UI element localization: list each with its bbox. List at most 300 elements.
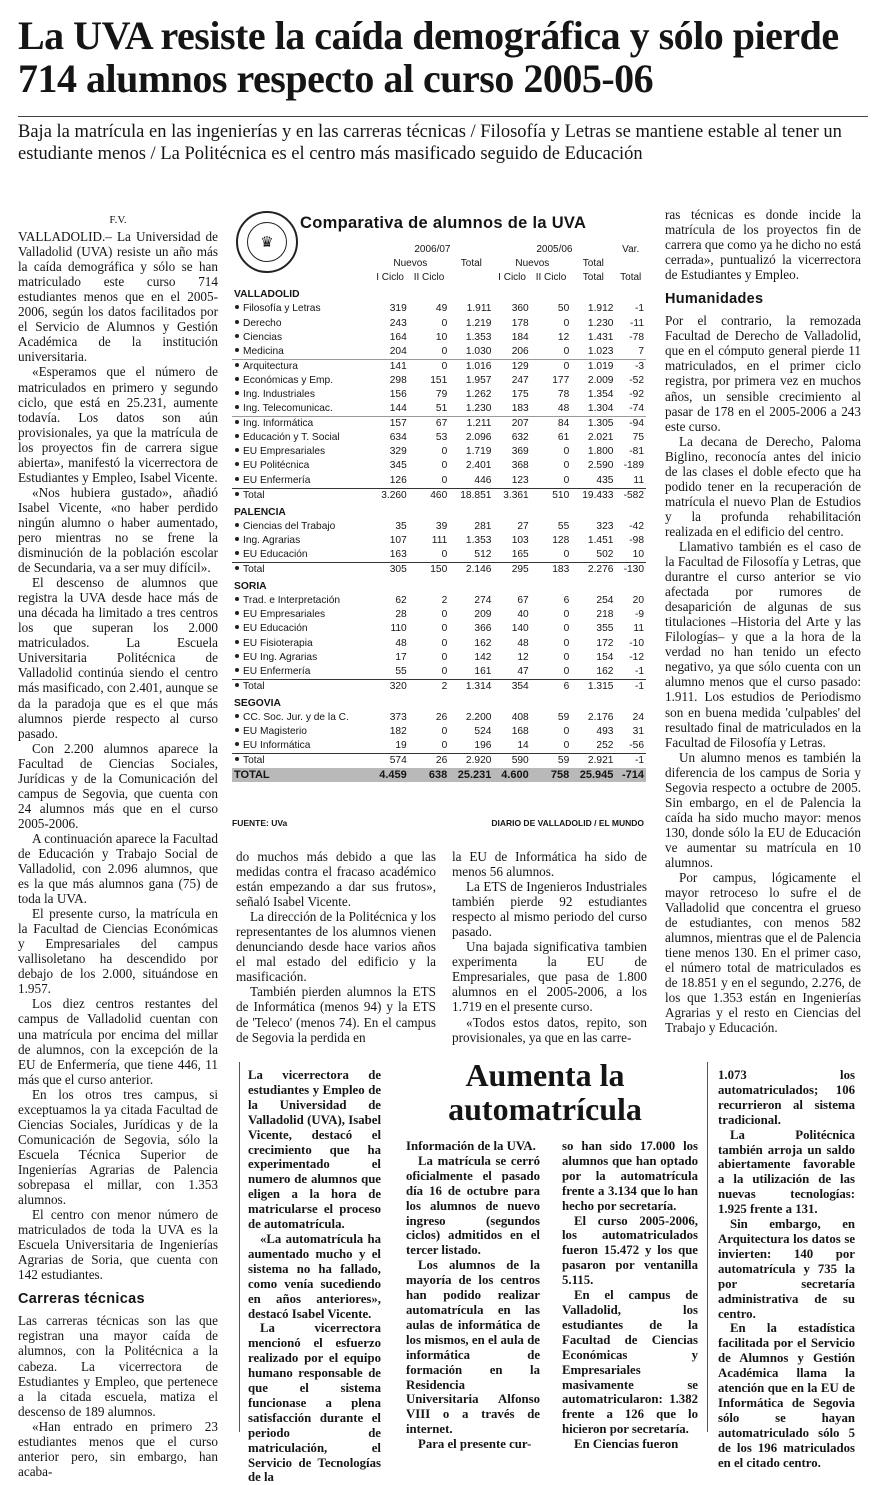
table-cell: 274 (474, 595, 492, 607)
header-cell: Total (460, 258, 482, 270)
table-cell: 84 (531, 417, 572, 432)
center-name-label: Medicina (243, 345, 284, 357)
center-name-label: Ing. Industriales (243, 388, 315, 400)
table-cell: 19 (395, 740, 407, 752)
header-cell: I Ciclo (376, 272, 404, 284)
paragraph: En los otros tres campus, si exceptuamos la ya citada Facultad de Ciencias Sociales, Jurídicas y de la Comunicación de Segovia, sólo la Escuela Técnica Superior de Ingenierías Agrarias de Palencia sobrepasa el millar, con 1.353 alumnos. (18, 1086, 218, 1208)
total-label (232, 563, 371, 578)
table-row (232, 594, 646, 608)
table-cell: 0 (531, 359, 572, 374)
paragraph: La Politécnica también arroja un saldo abiertamente favorable a la utilización de las nuevas tecnologías: 1.925 frente a 131. (718, 1127, 855, 1217)
grand-total-cell: 758 (531, 768, 572, 782)
table-cell: 162 (474, 637, 492, 649)
table-cell: 0 (563, 740, 570, 752)
table-row (232, 548, 646, 563)
table-cell: 177 (552, 374, 570, 386)
table-cell: 0 (563, 460, 570, 472)
table-cell: 128 (552, 534, 570, 546)
table-row (232, 651, 646, 665)
table-cell: 55 (557, 520, 570, 532)
table-header-row (232, 271, 646, 285)
paragraph: «Nos hubiera gustado», añadió Isabel Vicente, «no haber perdido ningún alumno o haber aumentado, pero mientras no se frene la disminución de la población escolar de Secundaria, va a ser muy difícil». (18, 484, 218, 576)
table-cell: 161 (474, 665, 492, 677)
grand-total-cell: 25.945 (571, 768, 615, 782)
total-cell: -130 (615, 563, 646, 578)
table-cell: 61 (557, 432, 570, 444)
total-label (232, 488, 371, 503)
paragraph: Una bajada significativa tambien experimenta la EU de Empresariales, que pasa de 1.800 alumnos en el 2005-2006, a los 1.719 en el presente curso. (452, 939, 647, 1015)
bullet-icon (235, 611, 239, 615)
table-cell: 368 (511, 460, 529, 472)
table-cell: 75 (632, 432, 644, 444)
total-label (232, 754, 371, 769)
table-row (232, 359, 646, 374)
center-name-label: EU Educación (243, 549, 308, 561)
table-cell: 206 (511, 345, 529, 357)
total-cell: 3.361 (493, 488, 530, 503)
table-cell: 2.401 (465, 460, 492, 472)
paragraph: Los alumnos de la mayoría de los centros han podido realizar automatrícula en las aulas de informática de los mismos, en el aula de informática de formación en la Residencia Universitaria Alfonso VIII o a través de internet. (406, 1258, 540, 1437)
center-name (232, 520, 371, 534)
paragraph: El centro con menor número de matriculados de toda la UVA es la Escuela Universitaria de Ingenierías Agrarias de Soria, que cuenta con 142 estudiantes. (18, 1207, 218, 1283)
bullet-icon (235, 668, 239, 672)
paragraph: Con 2.200 alumnos aparece la Facultad de Ciencias Sociales, Jurídicas y de la Comunicación del campus de Segovia, que cuenta con 24 alumnos más que en el curso 2005-2006. (18, 740, 218, 831)
total-cell: 19.433 (571, 488, 615, 503)
table-cell: 0 (563, 549, 570, 561)
table-cell: 524 (474, 726, 492, 738)
paragraph: La decana de Derecho, Paloma Biglino, reconocía antes del inicio de las clases el doble efecto que ha podido tener en la recuperación de matrícula el nuevo Plan de Estudios y la profunda rehabilitación realizada en el edificio del centro. (665, 433, 861, 539)
total-cell: 510 (531, 488, 572, 503)
total-cell: 2.146 (449, 563, 493, 578)
table-cell: 252 (596, 740, 614, 752)
table-cell: 123 (511, 474, 529, 486)
total-cell: 183 (531, 563, 572, 578)
table-cell: 1.230 (587, 317, 614, 329)
paragraph: Llamativo también es el caso de la Facultad de Filosofía y Letras, que durantre el curso anterior se vio afectada por rumores de desaparición de algunas de sus titulaciones –Historia del Arte y las Filologías– y que a la hora de la verdad no han tenido un efecto negativo, ya que sólo cuenta con un alumno menos que el curso pasado: 1.911. Los estudios de Periodismo son en buena medida 'culpables' del resultado final de matriculados en la Facultad de Filosofía y Letras. (665, 538, 861, 750)
bullet-icon (235, 391, 239, 395)
center-name (232, 622, 371, 636)
table-total-row (232, 754, 646, 769)
campus-label: PALENCIA (234, 506, 286, 518)
bullet-icon (235, 434, 239, 438)
table-cell: 209 (474, 609, 492, 621)
table-cell: 0 (563, 665, 570, 677)
table-cell: 141 (371, 359, 408, 374)
table-cell: -3 (615, 359, 646, 374)
paragraph: Información de la UVA. (406, 1139, 536, 1153)
table-row (232, 417, 646, 432)
header-cell: Total (582, 272, 604, 284)
bullet-icon (235, 640, 239, 644)
table-cell: 142 (474, 651, 492, 663)
box-column-3 (562, 1139, 698, 1452)
paragraph: En la estadística facilitada por el Servicio de Alumnos y Gestión Académica llama la atención que en la EU de Informática de Segovia sólo se hayan automatriculado sólo 5 de los 196 matriculados en el citado centro. (718, 1321, 855, 1470)
column-1 (18, 213, 218, 1479)
table-cell: 28 (395, 609, 407, 621)
table-cell: 140 (511, 623, 529, 635)
table-cell: 1.354 (587, 388, 614, 400)
bullet-icon (235, 320, 239, 324)
header-cell: I Ciclo (498, 272, 526, 284)
header-cell: Total (582, 258, 604, 270)
center-name (232, 594, 371, 608)
table-cell: 12 (517, 651, 529, 663)
table-cell: 39 (435, 520, 448, 532)
table-cell: 50 (557, 303, 570, 315)
table-cell: 183 (511, 403, 529, 415)
table-cell: 1.030 (465, 345, 492, 357)
center-name-label: EU Empresariales (243, 609, 326, 621)
table-section-row (232, 285, 646, 302)
paragraph: «Esperamos que el número de matriculados en primero y segundo ciclo, que está en 25.231, aumente todavía. Los datos son aún provisionales, ya que la matrícula de los proyectos fin de carrera sigue abierta», manifestó la vicerrectora de Estudiantes y Empleo, Isabel Vicente. (18, 364, 218, 485)
table-cell: 144 (389, 403, 407, 415)
grand-total-label: TOTAL (232, 768, 371, 782)
table-cell: 1.719 (465, 446, 492, 458)
table-cell: 243 (389, 317, 407, 329)
center-name-label: EU Enfermería (243, 474, 311, 486)
total-cell: 26 (409, 754, 450, 769)
table-cell: 11 (633, 623, 644, 635)
bullet-icon (235, 420, 239, 424)
table-cell: 157 (371, 417, 408, 432)
table-cell: 107 (389, 534, 407, 546)
table-cell: -74 (629, 403, 644, 415)
table-cell: 345 (389, 460, 407, 472)
center-name (232, 417, 371, 432)
total-cell: 305 (371, 563, 408, 578)
grand-total-row (232, 768, 646, 782)
table-cell: 0 (563, 609, 570, 621)
table-cell: 0 (441, 726, 448, 738)
table-cell: 319 (389, 303, 407, 315)
table-cell: 17 (395, 651, 407, 663)
table-cell: 154 (596, 651, 614, 663)
table-cell: 162 (596, 665, 614, 677)
table-cell: 298 (389, 374, 407, 386)
table-row (232, 665, 646, 680)
table-cell: 182 (389, 726, 407, 738)
table-cell: 2.590 (587, 460, 614, 472)
paragraph: En Ciencias fueron (574, 1437, 679, 1452)
table-cell: 1.262 (465, 388, 492, 400)
campus-label: SORIA (234, 581, 267, 593)
bullet-icon (235, 462, 239, 466)
bullet-icon (235, 523, 239, 527)
table-cell: 2.021 (587, 432, 614, 444)
table-cell: 1.957 (465, 374, 492, 386)
table-cell: 0 (441, 740, 448, 752)
total-cell: 2.276 (571, 563, 615, 578)
total-label-text: Total (243, 755, 265, 767)
table-cell: 47 (517, 665, 529, 677)
box-title: Aumenta la automatrícula (448, 1057, 642, 1127)
table-cell: 1.800 (587, 446, 614, 458)
header-cell: 2005/06 (536, 244, 573, 256)
box-column-4 (718, 1068, 855, 1470)
paragraph: La vicerrectora mencionó el esfuerzo realizado por el equipo humano responsable de que el sistema funcionase a plena satisfacción durante el periodo de matriculación, el Servicio de Tecnologías de la (248, 1321, 381, 1485)
campus-label: SEGOVIA (234, 697, 281, 709)
grand-total-cell: 4.600 (493, 768, 530, 782)
table-row (232, 534, 646, 548)
total-cell: 18.851 (449, 488, 493, 503)
grand-total-cell: -714 (615, 768, 646, 782)
paragraph: ras técnicas es donde incide la matrícula de los proyectos fin de carrera que como ya he dicho no está cerrada», puntualizó la vicerrectora de Estudiantes y Empleo. (665, 207, 861, 283)
paragraph: La vicerrectora de estudiantes y Empleo de la Universidad de Valladolid (UVA), Isabel Vicente, destacó el crecimiento que ha experimentado el numero de alumnos que eligen a la hora de matricularse el proceso de automatrícula. (248, 1068, 381, 1232)
header-cell: II Ciclo (535, 272, 567, 284)
table-cell: 24 (632, 712, 644, 724)
table-cell: 254 (596, 595, 614, 607)
table-cell: 78 (557, 388, 570, 400)
table-cell: 10 (435, 331, 448, 343)
paragraph: Por campus, lógicamente el mayor retroceso lo sufre el de Valladolid que concentra el grueso de estudiantes, con menos 582 alumnos, mientras que el de Palencia tiene menos 130. En el primer caso, el número total de matriculados es de 18.851 y en el segundo, 2.276, de los que 1.353 están en Ingenierías Agrarias y el resto en Ciencias del Trabajo y Educación. (665, 870, 861, 1036)
center-name (232, 445, 371, 459)
center-name (232, 459, 371, 473)
table-cell: 0 (441, 345, 448, 357)
paragraph: La matrícula se cerró oficialmente el pasado día 16 de octubre para los alumnos de nuevo ingreso (segundos ciclos) admitidos en el tercer listado. (406, 1153, 540, 1258)
table-cell: 1.353 (465, 331, 492, 343)
bullet-icon (235, 305, 239, 309)
table-cell: 40 (517, 609, 529, 621)
table-cell: 369 (511, 446, 529, 458)
table-cell: 49 (435, 303, 448, 315)
table-cell: 48 (557, 403, 570, 415)
table-cell: 1.230 (465, 403, 492, 415)
center-name (232, 388, 371, 402)
table-cell: 178 (511, 317, 529, 329)
header-cell (232, 257, 371, 271)
table-cell: 0 (441, 549, 448, 561)
table-cell: 355 (596, 623, 614, 635)
table-cell: 110 (390, 623, 407, 635)
total-cell: 320 (371, 679, 408, 694)
table-row (232, 345, 646, 360)
table-cell: 10 (632, 549, 644, 561)
table-cell: -1 (634, 665, 644, 677)
table-cell: -189 (623, 460, 644, 472)
table-cell: 0 (441, 446, 448, 458)
total-cell: -1 (615, 679, 646, 694)
section-heading: Humanidades (665, 291, 764, 308)
table-cell: 446 (474, 474, 492, 486)
bullet-icon (235, 654, 239, 658)
paragraph: «La automatrícula ha aumentado mucho y el sistema no ha fallado, como venía sucediendo en años anteriores», destacó Isabel Vicente. (248, 1231, 381, 1321)
table-cell: -42 (629, 520, 644, 532)
table-row (232, 402, 646, 417)
column-4 (665, 207, 861, 1036)
total-cell: 150 (409, 563, 450, 578)
total-cell: 6 (531, 679, 572, 694)
box-column-2 (406, 1139, 540, 1452)
table-cell: 0 (409, 359, 450, 374)
center-name (232, 402, 371, 417)
table-cell: 1.019 (571, 359, 615, 374)
table-row (232, 374, 646, 388)
paragraph: El presente curso, la matrícula en la Facultad de Ciencias Económicas y Empresariales del campus vallisoletano ha descendido por debajo de los 2.000, situándose en 1.957. (18, 906, 218, 997)
table-total-row (232, 563, 646, 578)
table-row (232, 388, 646, 402)
bullet-icon (235, 377, 239, 381)
table-cell: 1.211 (449, 417, 493, 432)
table-cell: 27 (517, 520, 529, 532)
total-cell: -582 (615, 488, 646, 503)
bullet-icon (235, 551, 239, 555)
box-divider (707, 1062, 708, 1432)
center-name (232, 431, 371, 445)
center-name (232, 374, 371, 388)
paragraph: «Han entrado en primero 23 estudiantes menos que el curso anterior pero, sin embargo, han acaba- (18, 1418, 218, 1479)
total-label-text: Total (243, 680, 265, 692)
center-name-label: Ing. Informática (243, 418, 314, 430)
table-cell: 35 (395, 520, 407, 532)
table-cell: 164 (389, 331, 407, 343)
table-cell: 79 (435, 388, 448, 400)
header-cell: 2006/07 (414, 244, 451, 256)
table-cell: 0 (563, 317, 570, 329)
center-name-label: Ciencias del Trabajo (243, 520, 336, 532)
center-name-label: Filosofía y Letras (243, 303, 321, 315)
table-cell: 0 (563, 637, 570, 649)
table-header-row (232, 257, 646, 271)
table-cell: -1 (634, 303, 644, 315)
grand-total-cell: 25.231 (449, 768, 493, 782)
table-cell: 493 (596, 726, 614, 738)
table-row (232, 637, 646, 651)
center-name (232, 316, 371, 330)
chart-title: Comparativa de alumnos de la UVA (300, 214, 587, 232)
center-name-label: Trad. e Interpretación (243, 595, 341, 607)
subheadline: Baja la matrícula en las ingenierías y en las carreras técnicas / Filosofía y Letras se mantiene estable al tener un estudiante menos / La Politécnica es el centro más masificado seguido de Educación (18, 122, 842, 164)
table-row (232, 445, 646, 459)
bullet-icon (235, 448, 239, 452)
paragraph: la EU de Informática ha sido de menos 56 alumnos. (452, 849, 647, 880)
bullet-icon (235, 742, 239, 746)
table-cell: 632 (511, 432, 529, 444)
table-cell: 0 (441, 317, 448, 329)
table-section-row (232, 577, 646, 594)
table-cell: -56 (629, 740, 644, 752)
table-cell: 55 (395, 665, 407, 677)
box-divider (239, 1062, 240, 1432)
table-cell: 247 (511, 374, 529, 386)
table-cell: 0 (563, 623, 570, 635)
center-name-label: EU Empresariales (243, 446, 326, 458)
paragraph: La ETS de Ingenieros Industriales también pierde 92 estudiantes respecto al mismo periodo del curso pasado. (452, 879, 647, 940)
table-cell: 2 (441, 595, 448, 607)
table-cell: 31 (632, 726, 644, 738)
table-cell: -98 (629, 534, 644, 546)
total-cell: -1 (615, 754, 646, 769)
table-cell: 12 (557, 331, 570, 343)
table-row (232, 331, 646, 345)
table-cell: 2.176 (587, 712, 614, 724)
table-cell: -52 (629, 374, 644, 386)
header-cell: Nuevos (393, 258, 428, 270)
center-name-label: Económicas y Emp. (243, 374, 334, 386)
table-cell: -9 (634, 609, 644, 621)
table-cell: 0 (563, 474, 570, 486)
paragraph: El curso 2005-2006, los automatriculados fueron 15.472 y los que pasaron por ventanilla 5.115. (562, 1213, 698, 1288)
bullet-icon (235, 477, 239, 481)
bullet-icon (235, 597, 239, 601)
paragraph: so han sido 17.000 los alumnos que han optado por la automatrícula frente a 3.134 que lo han hecho por secretaría. (562, 1139, 698, 1213)
table-cell: 512 (474, 549, 492, 561)
table-cell: 51 (435, 403, 448, 415)
publisher-credit: DIARIO DE VALLADOLID / EL MUNDO (491, 818, 644, 828)
table-row (232, 474, 646, 489)
table-cell: 172 (596, 637, 614, 649)
center-name (232, 474, 371, 489)
table-cell: 59 (557, 712, 570, 724)
table-cell: 111 (431, 534, 448, 546)
table-cell: 0 (441, 474, 448, 486)
table-row (232, 302, 646, 316)
table-row (232, 459, 646, 473)
table-cell: 2.009 (587, 374, 614, 386)
center-name (232, 711, 371, 725)
table-cell: 435 (596, 474, 614, 486)
table-cell: 207 (493, 417, 530, 432)
table-cell: 53 (435, 432, 448, 444)
header-cell (232, 243, 371, 257)
center-name-label: EU Politécnica (243, 460, 310, 472)
table-header-row (232, 243, 646, 257)
total-cell: 354 (493, 679, 530, 694)
paragraph: La dirección de la Politécnica y los representantes de los alumnos vienen denunciando desde hace varios años el mal estado del edificio y la masificación. (236, 909, 436, 985)
paragraph: También pierden alumnos la ETS de Informática (menos 94) y la ETS de 'Teleco' (menos 74). En el campus de Segovia la perdida en (236, 984, 436, 1045)
table-cell: 0 (441, 609, 448, 621)
table-cell: 408 (511, 712, 529, 724)
table-cell: 7 (638, 345, 644, 357)
column-2 (236, 849, 436, 1045)
table-cell: 67 (517, 595, 529, 607)
total-cell: 59 (531, 754, 572, 769)
table-cell: -94 (615, 417, 646, 432)
paragraph: Un alumno menos es también la diferencia de los campus de Soria y Segovia respecto a octubre de 2005. Sin embargo, en el de Palencia la caída ha sido mucho mayor: menos 130, donde sólo la EU de Educación ve aumentar su matrícula en 10 alumnos. (665, 749, 861, 870)
column-3 (452, 849, 647, 1045)
center-name (232, 739, 371, 754)
center-name-label: Derecho (243, 317, 282, 329)
table-row (232, 622, 646, 636)
center-name (232, 651, 371, 665)
paragraph: Las carreras técnicas son las que registran una mayor caída de alumnos, con la Politécnica a la cabeza. La vicerrectora de Estudiantes y Empleo, que pertenece a la citada escuela, matiza el descenso de 189 alumnos. (18, 1313, 218, 1419)
center-name-label: Ing. Agrarias (243, 534, 301, 546)
table-cell: 0 (563, 726, 570, 738)
total-cell: 574 (371, 754, 408, 769)
table-cell: 0 (563, 345, 570, 357)
table-cell: 0 (563, 651, 570, 663)
center-name-label: EU Ing. Agrarias (243, 651, 318, 663)
table-cell: 184 (511, 331, 529, 343)
table-cell: -81 (629, 446, 644, 458)
header-cell (232, 271, 371, 285)
table-row (232, 431, 646, 445)
paragraph: Por el contrario, la remozada Facultad de Derecho de Valladolid, que en el cómputo general pierde 11 matriculados, en el primer ciclo registra, por primera vez en muchos años, un sensible crecimiento al pasar de 178 en el 2005-2006 a 243 este curso. (665, 313, 861, 434)
table-cell: 165 (511, 549, 529, 561)
center-name-label: Ing. Telecomunicac. (243, 403, 333, 415)
table-cell: 0 (441, 637, 448, 649)
header-cell: Var. (622, 244, 640, 256)
center-name (232, 359, 371, 374)
table-cell: 1.912 (587, 303, 614, 315)
total-cell: 2.921 (571, 754, 615, 769)
bullet-icon (235, 348, 239, 352)
center-name (232, 548, 371, 563)
bullet-icon (235, 492, 239, 496)
table-row (232, 520, 646, 534)
table-cell: 1.305 (571, 417, 615, 432)
table-total-row (232, 679, 646, 694)
table-section-row (232, 503, 646, 520)
